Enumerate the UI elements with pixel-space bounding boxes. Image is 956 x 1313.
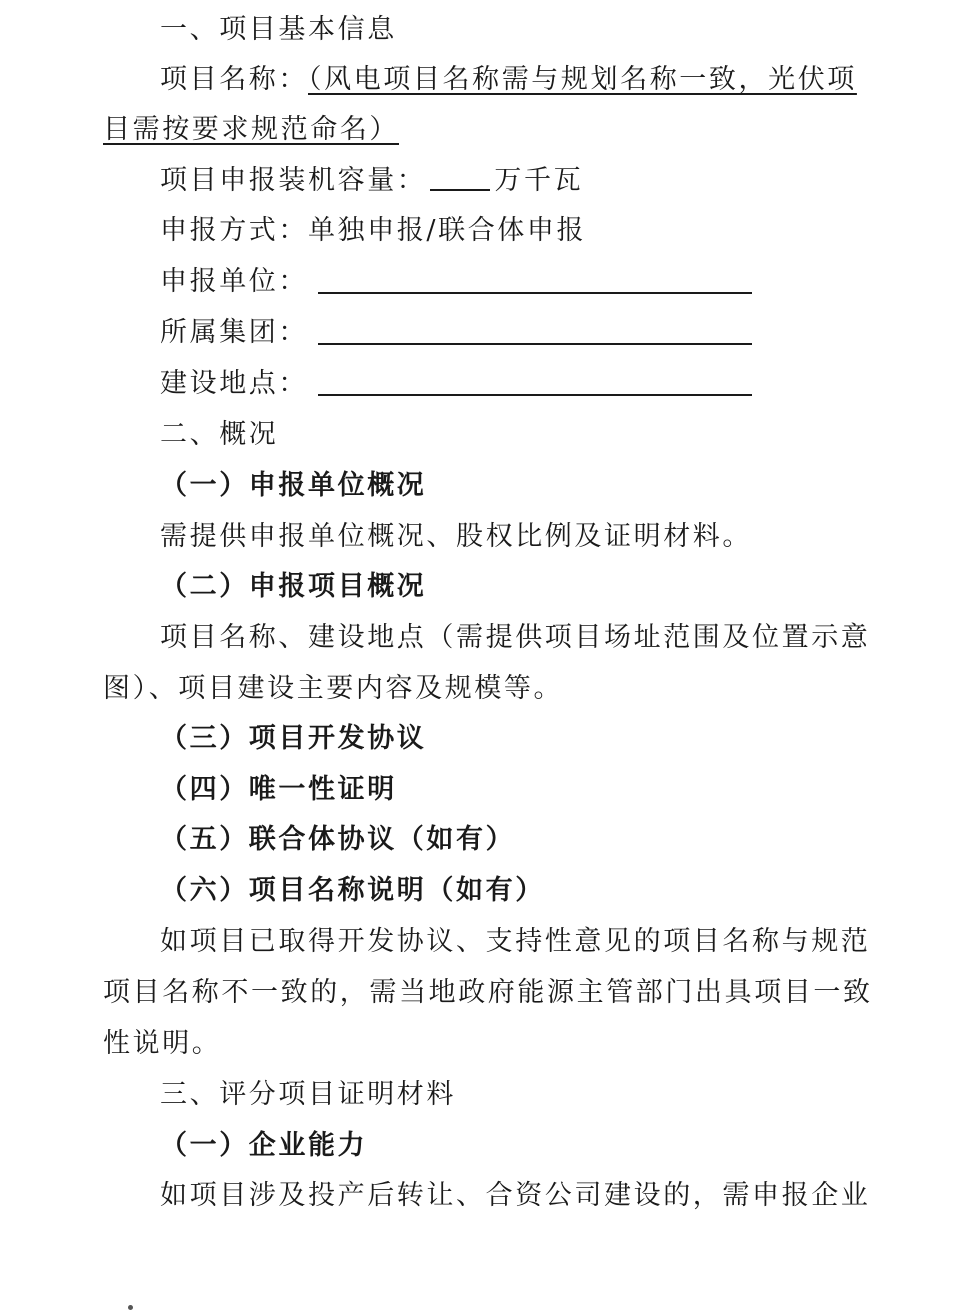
subheading-enterprise-capability: （一）企业能力 [160,1130,368,1161]
group-label: 所属集团： [160,317,308,348]
subheading-development-agreement: （三）项目开发协议 [160,723,427,754]
project-name-row [160,62,857,98]
scan-speck [128,1305,133,1310]
declaring-unit-row [160,264,752,300]
location-blank [318,394,752,396]
location-row [160,366,752,402]
section-heading-overview: 二、概况 [160,419,279,450]
section-heading-basic-info: 一、项目基本信息 [160,14,397,45]
capacity-label: 项目申报装机容量： [160,165,427,196]
subheading-project-name-note: （六）项目名称说明（如有） [160,875,545,906]
project-overview-text-1: 项目名称、建设地点（需提供项目场址范围及位置示意 [160,622,871,653]
project-name-hint: （风电项目名称需与规划名称一致，光伏项 [308,64,857,95]
project-overview-text-2: 图）、项目建设主要内容及规模等。 [103,673,564,704]
subheading-uniqueness-proof: （四）唯一性证明 [160,774,397,805]
project-name-note-text-2: 项目名称不一致的，需当地政府能源主管部门出具项目一致 [103,977,873,1008]
enterprise-capability-text-1: 如项目涉及投产后转让、合资公司建设的，需申报企业 [160,1180,871,1211]
group-row [160,315,752,351]
unit-overview-text: 需提供申报单位概况、股权比例及证明材料。 [160,521,752,552]
declaration-method: 申报方式：单独申报/联合体申报 [160,215,587,246]
project-name-note-text-1: 如项目已取得开发协议、支持性意见的项目名称与规范 [160,926,871,957]
location-label: 建设地点： [160,368,308,399]
project-name-note-text-3: 性说明。 [103,1028,222,1059]
subheading-project-overview: （二）申报项目概况 [160,571,427,602]
project-name-label: 项目名称： [160,64,308,95]
capacity-blank [430,189,490,191]
section-heading-scoring-materials: 三、评分项目证明材料 [160,1079,456,1110]
project-name-hint-cont: 目需按要求规范命名） [103,114,399,145]
capacity-unit: 万千瓦 [494,165,584,196]
capacity-row [160,163,583,199]
subheading-consortium-agreement: （五）联合体协议（如有） [160,824,516,855]
subheading-unit-overview: （一）申报单位概况 [160,470,427,501]
declaring-unit-label: 申报单位： [160,266,308,297]
declaring-unit-blank [318,292,752,294]
group-blank [318,343,752,345]
